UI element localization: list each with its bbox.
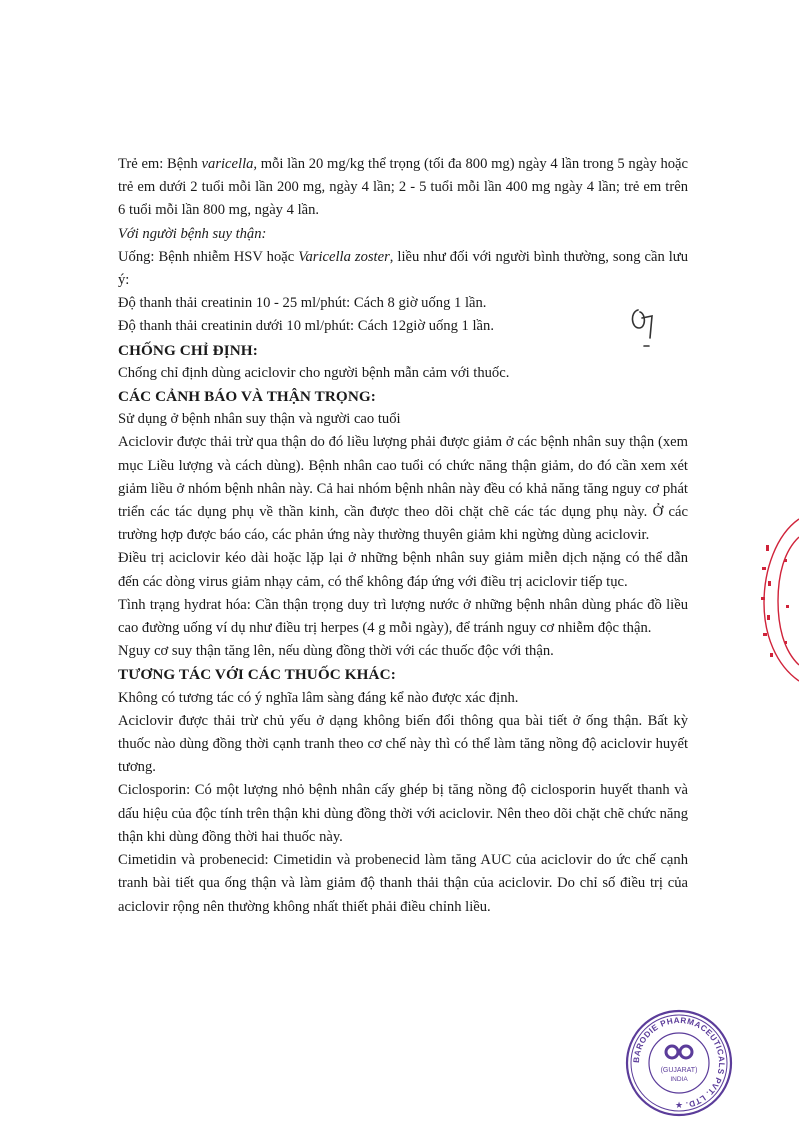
interactions-heading: TƯƠNG TÁC VỚI CÁC THUỐC KHÁC: (118, 666, 396, 684)
warnings-heading: CÁC CẢNH BÁO VÀ THẬN TRỌNG: (118, 388, 376, 406)
warnings-paragraph-4: Tình trạng hydrat hóa: Cần thận trọng duy trì lượng nước ở những bệnh nhân dùng phác đồ liều cao đường uống ví dụ như điều trị herpes (4 g mỗi ngày), để tránh nguy cơ nhiễm độc thận. (118, 596, 688, 637)
clearance-line-1: Độ thanh thải creatinin 10 - 25 ml/phút: Cách 8 giờ uống 1 lần. (118, 295, 487, 312)
interactions-paragraph-1: Không có tương tác có ý nghĩa lâm sàng đáng kể nào được xác định. (118, 689, 519, 706)
text-run: Trẻ em: Bệnh (118, 156, 202, 172)
renal-subheading: Với người bệnh suy thận: (118, 225, 267, 242)
warnings-paragraph-2: Aciclovir được thải trừ qua thận do đó liều lượng phải được giảm ở các bệnh nhân suy thận (xem mục Liều lượng và cách dùng). Bệnh nhân cao tuổi có chức năng thận giảm, do đó cần xem xét giảm liều ở nhóm bệnh nhân này. Cả hai nhóm bệnh nhân này đều có khả năng tăng nguy cơ phát triển các tác dụng phụ về thần kinh, cần được theo dõi chặt chẽ các tác dụng phụ này. Ở các trường hợp được báo cáo, các phản ứng này thường thuyên giảm khi ngừng dùng aciclovir. (118, 434, 688, 544)
red-edge-stamp (756, 515, 799, 685)
children-dosing-paragraph (118, 153, 688, 223)
seal-center-line-1: (GUJARAT) (660, 1067, 698, 1074)
italic-term: varicella, (201, 156, 258, 172)
warnings-paragraph-5: Nguy cơ suy thận tăng lên, nếu dùng đồng thời với các thuốc độc với thận. (118, 643, 554, 660)
warnings-paragraph-3: Điều trị aciclovir kéo dài hoặc lặp lại ở những bệnh nhân suy giảm miễn dịch nặng có thể dẫn đến các dòng virus giảm nhạy cảm, có thể không đáp ứng với điều trị aciclovir tiếp tục. (118, 550, 688, 590)
warnings-paragraph-1: Sử dụng ở bệnh nhân suy thận và người cao tuổi (118, 411, 401, 428)
interactions-paragraph-2: Aciclovir được thải trừ chủ yếu ở dạng không biến đổi thông qua bài tiết ở ống thận. Bất kỳ thuốc nào dùng đồng thời cạnh tranh theo cơ chế này thì có thể làm tăng nồng độ aciclovir huyết tương. (118, 712, 688, 776)
text-run: mỗi lần 20 mg/kg thể trọng (tối đa 800 mg) ngày 4 lần trong 5 ngày hoặc trẻ em dưới 2 tuổi mỗi lần 200 mg, ngày 4 lần; 2 - 5 tuổi mỗi lần 400 mg ngày 4 lần; trẻ em trên 6 tuổi mỗi lần 800 mg, ngày 4 lần. (118, 156, 689, 219)
oral-dosing-paragraph (118, 246, 688, 292)
handwritten-initials-mark (628, 304, 668, 354)
svg-text:BARODIE PHARMACEUTICALS PVT. L (632, 1016, 726, 1110)
italic-term: Varicella zoster (298, 248, 390, 265)
document-body (118, 153, 688, 919)
contraindications-heading: CHỐNG CHỈ ĐỊNH: (118, 341, 258, 359)
contraindications-text: Chống chỉ định dùng aciclovir cho người bệnh mẫn cảm với thuốc. (118, 364, 510, 381)
seal-center-line-2: INDIA (670, 1076, 688, 1083)
interactions-paragraph-4: Cimetidin và probenecid: Cimetidin và probenecid làm tăng AUC của aciclovir do ức chế cạnh tranh bài tiết qua ống thận và làm giảm độ thanh thải thận của aciclovir. Do chỉ số điều trị của aciclovir rộng nên thường không nhất thiết phải điều chỉnh liều. (118, 852, 688, 915)
seal-star-icon: ★ (674, 1101, 684, 1111)
text-run: Uống: Bệnh nhiễm HSV hoặc (118, 248, 299, 265)
seal-ring-text: BARODIE PHARMACEUTICALS PVT. LTD. (631, 1015, 727, 1110)
company-seal (624, 1008, 734, 1118)
clearance-line-2: Độ thanh thải creatinin dưới 10 ml/phút: Cách 12giờ uống 1 lần. (118, 318, 494, 335)
interactions-paragraph-3: Ciclosporin: Có một lượng nhỏ bệnh nhân cấy ghép bị tăng nồng độ ciclosporin huyết thanh và dấu hiệu của độc tính trên thận khi dùng đồng thời với aciclovir. Nên theo dõi chặt chẽ chức năng thận khi dùng đồng thời hai thuốc này. (118, 782, 688, 845)
text-run: , liều như đối với người bình thường, song cần lưu ý: (118, 248, 688, 289)
